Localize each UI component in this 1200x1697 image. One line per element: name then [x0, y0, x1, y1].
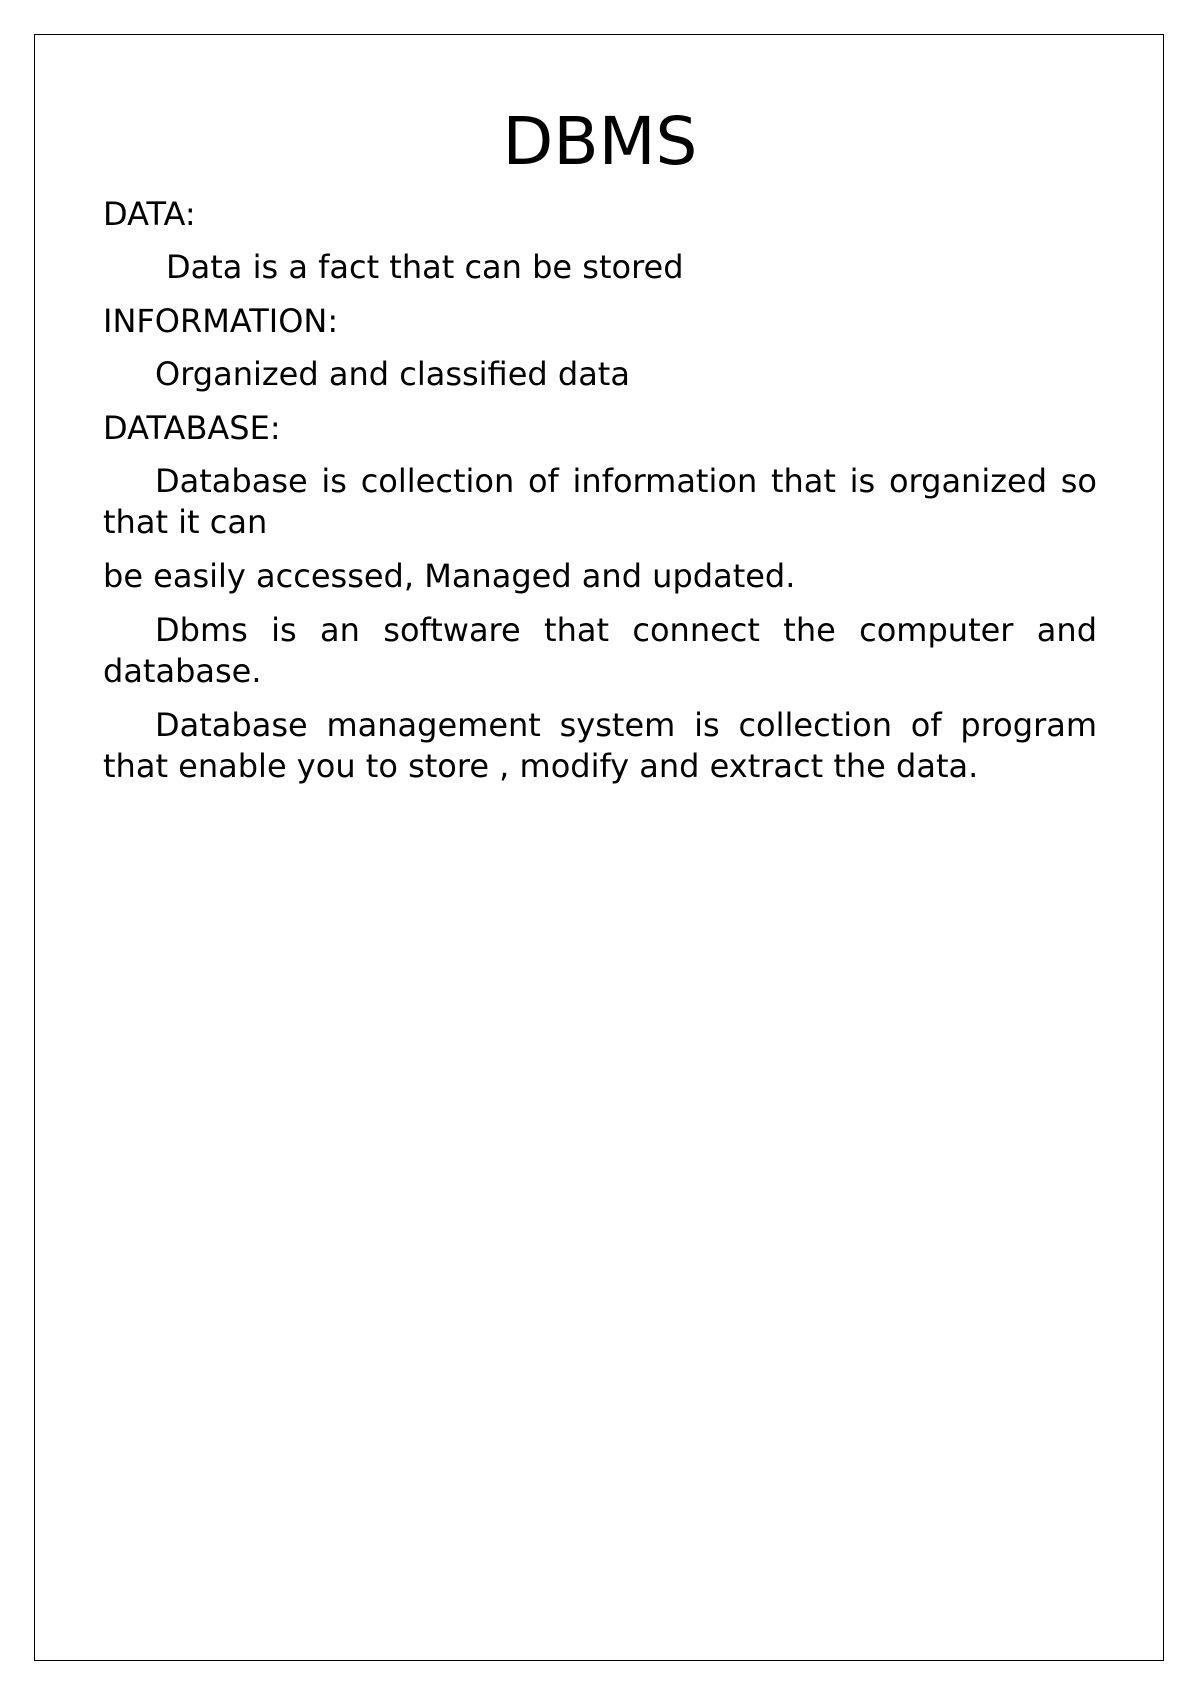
document-body — [103, 100, 1097, 800]
database-definition: Database is collection of information that is organized so that it can — [103, 462, 1097, 541]
information-definition: Organized and classified data — [155, 355, 630, 393]
section-heading-information: INFORMATION: — [103, 302, 339, 340]
database-definition-continued: be easily accessed, Managed and updated. — [103, 557, 796, 595]
section-heading-database: DATABASE: — [103, 409, 281, 447]
dbms-definition: Dbms is an software that connect the computer and database. — [103, 611, 1097, 690]
section-heading-data: DATA: — [103, 195, 196, 233]
data-definition: Data is a fact that can be stored — [166, 248, 684, 286]
dbms-description: Database management system is collection of program that enable you to store , modify and extract the data. — [103, 706, 1097, 785]
page-title: DBMS — [502, 103, 698, 180]
